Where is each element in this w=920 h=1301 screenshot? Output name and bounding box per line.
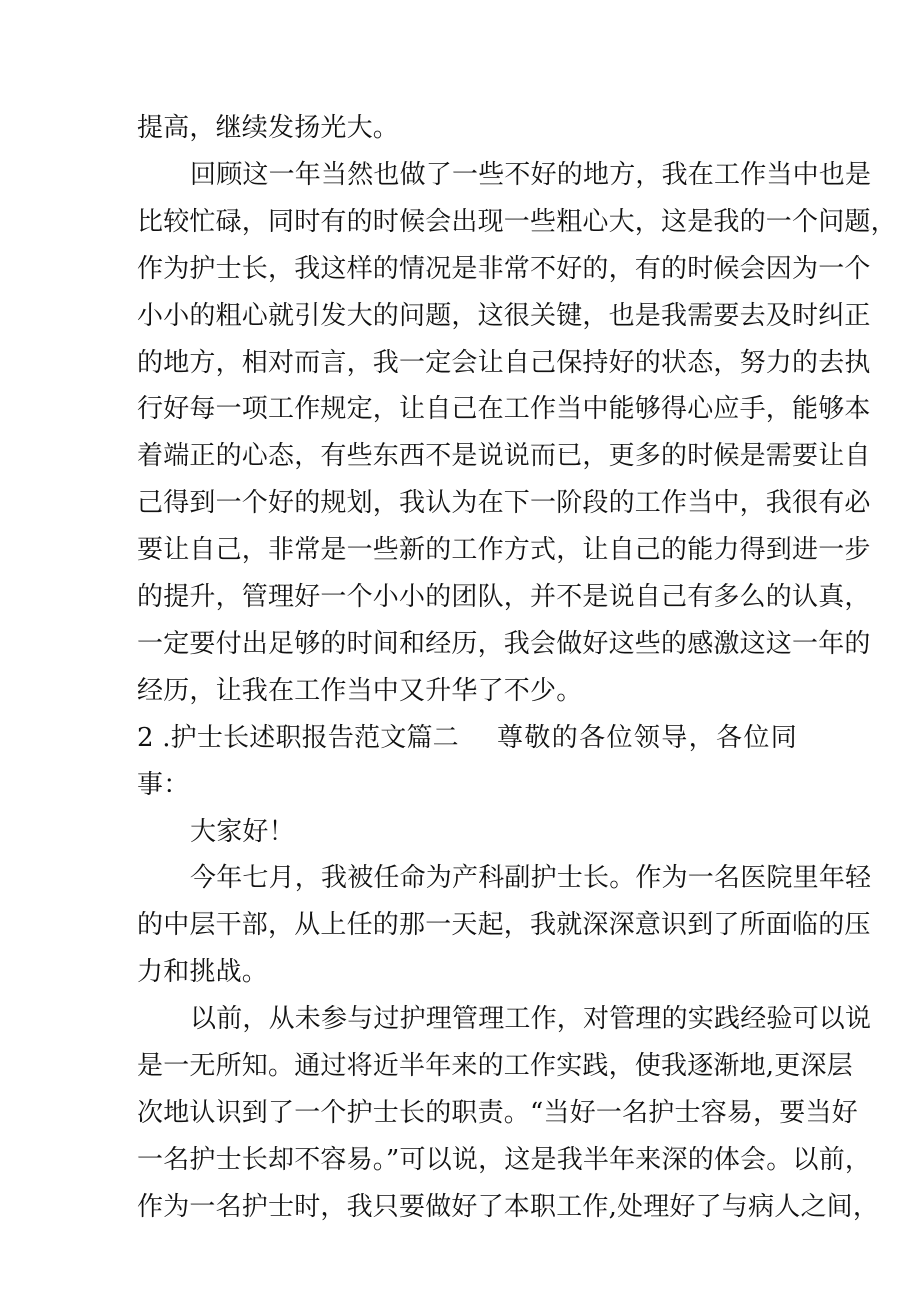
paragraph-line: 力和挑战。	[137, 957, 269, 987]
paragraph-line: 的地方，相对而言，我一定会让自己保持好的状态，努力的去执	[137, 348, 871, 378]
paragraph-line: 回顾这一年当然也做了一些不好的地方，我在工作当中也是	[190, 160, 872, 190]
paragraph-line: 小小的粗心就引发大的问题，这很关键，也是我需要去及时纠正	[137, 301, 871, 331]
paragraph-line: 以前，从未参与过护理管理工作，对管理的实践经验可以说	[190, 1004, 872, 1034]
paragraph-line: 着端正的心态，有些东西不是说说而已，更多的时候是需要让自	[137, 441, 871, 471]
salutation-continued: 事：	[137, 770, 190, 800]
paragraph-line: 经历，让我在工作当中又升华了不少。	[137, 676, 583, 706]
paragraph-line: 一名护士长却不容易。”可以说，这是我半年来深的体会。以前，	[137, 1145, 872, 1175]
section-heading: 2 .护士长述职报告范文篇二	[137, 723, 459, 753]
paragraph-line-hidden: 作为一名护士时，我只要做好了本职工作,处理好了与病人之间，	[137, 1192, 880, 1222]
paragraph-line: 的中层干部，从上任的那一天起，我就深深意识到了所面临的压	[137, 910, 871, 940]
paragraph-line: 己得到一个好的规划，我认为在下一阶段的工作当中，我很有必	[137, 488, 871, 518]
paragraph-line: 要让自己，非常是一些新的工作方式，让自己的能力得到进一步	[137, 535, 871, 565]
paragraph-line: 的提升，管理好一个小小的团队，并不是说自己有多么的认真，	[137, 582, 871, 612]
paragraph-line: 比较忙碌，同时有的时候会出现一些粗心大，这是我的一个问题，	[137, 207, 897, 237]
paragraph-line: 提高，继续发扬光大。	[137, 113, 400, 143]
paragraph-line: 是一无所知。通过将近半年来的工作实践，使我逐渐地,更深层	[137, 1051, 853, 1081]
paragraph-line: 作为护士长，我这样的情况是非常不好的，有的时候会因为一个	[137, 254, 871, 284]
paragraph-line: 次地认识到了一个护士长的职责。“当好一名护士容易，要当好	[137, 1098, 858, 1128]
paragraph-line: 行好每一项工作规定，让自己在工作当中能够得心应手，能够本	[137, 394, 871, 424]
paragraph-line: 今年七月，我被任命为产科副护士长。作为一名医院里年轻	[190, 863, 872, 893]
salutation: 尊敬的各位领导，各位同	[497, 723, 797, 753]
greeting: 大家好！	[190, 817, 295, 847]
paragraph-line: 一定要付出足够的时间和经历，我会做好这些的感激这这一年的	[137, 629, 871, 659]
